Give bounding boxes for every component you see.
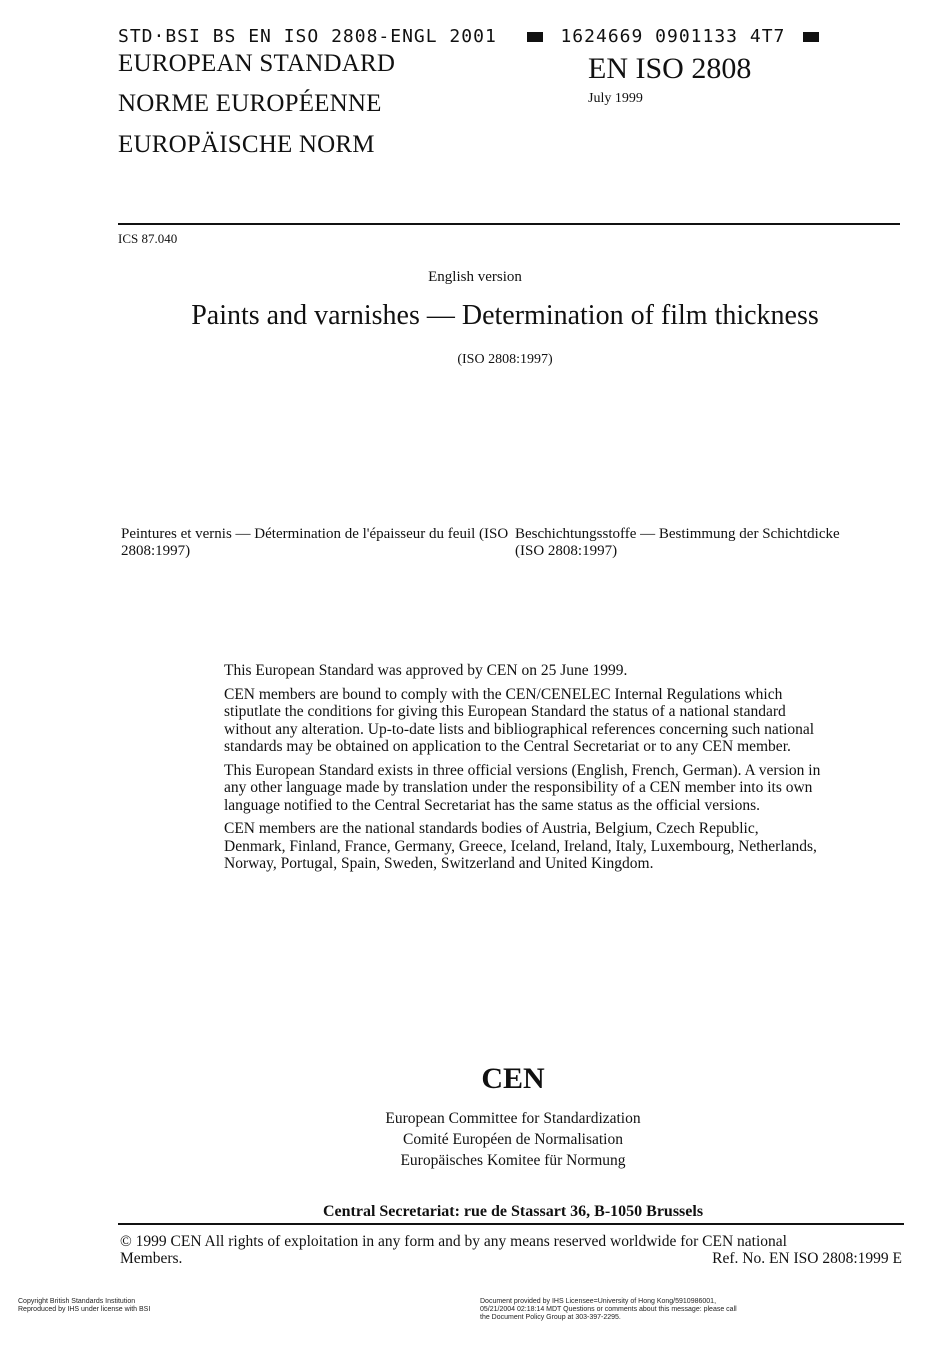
footer-line: Copyright British Standards Institution [18, 1298, 136, 1305]
approval-text [224, 662, 824, 879]
secretariat-address: Central Secretariat: rue de Stassart 36, B-1050 Brussels [322, 1203, 704, 1220]
footer-line: Reproduced by IHS under license with BSI [18, 1306, 151, 1313]
footer-left [18, 1298, 318, 1314]
scan-header-right: 1624669 0901133 4T7 [560, 26, 786, 47]
page-title: Paints and varnishes — Determination of film thickness [191, 300, 819, 331]
footer-line: the Document Policy Group at 303-397-2295. [480, 1314, 621, 1321]
barcode-mark-icon [803, 32, 819, 42]
cen-name-en: European Committee for Standardization [385, 1110, 641, 1127]
footer-right [480, 1298, 800, 1322]
scan-header-left: STD·BSI BS EN ISO 2808-ENGL 2001 [118, 26, 497, 47]
iso-reference: (ISO 2808:1997) [457, 352, 553, 367]
approval-paragraph: This European Standard exists in three official versions (English, French, German). A version in any other language made by translation under the responsibility of a CEN member into its own language notified to the Central Secretariat has the same status as the official versions. [224, 761, 821, 814]
document-date: July 1999 [588, 91, 643, 106]
copyright-notice-cont: Members. [120, 1250, 183, 1267]
standard-type-fr: NORME EUROPÉENNE [118, 90, 382, 117]
reference-number: Ref. No. EN ISO 2808:1999 E [712, 1250, 902, 1267]
title-french: Peintures et vernis — Détermination de l'épaisseur du feuil (ISO 2808:1997) [121, 526, 509, 559]
footer-line: Document provided by IHS Licensee=University of Hong Kong/5910986001, [480, 1298, 717, 1305]
approval-paragraph: This European Standard was approved by CEN on 25 June 1999. [224, 662, 628, 679]
footer-line: 05/21/2004 02:18:14 MDT Questions or comments about this message: please call [480, 1306, 737, 1313]
copyright-notice: © 1999 CEN All rights of exploitation in any form and by any means reserved worldwide for CEN national [120, 1233, 787, 1250]
barcode-mark-icon [527, 32, 543, 42]
cen-logo: CEN [481, 1062, 545, 1095]
approval-paragraph: CEN members are the national standards bodies of Austria, Belgium, Czech Republic, Denmark, Finland, France, Germany, Greece, Iceland, Ireland, Italy, Luxembourg, Netherlands, Norway, Portugal, Spain, Sweden, Switzerland and United Kingdom. [224, 820, 817, 872]
document-number: EN ISO 2808 [588, 52, 752, 85]
ics-code: ICS 87.040 [118, 231, 178, 246]
title-german: Beschichtungsstoffe — Bestimmung der Schichtdicke (ISO 2808:1997) [515, 526, 840, 559]
top-divider [118, 223, 900, 225]
scan-header [118, 26, 818, 47]
cen-name-de: Europäisches Komitee für Normung [400, 1152, 626, 1169]
bottom-divider [118, 1223, 904, 1225]
standard-type-de: EUROPÄISCHE NORM [118, 131, 375, 158]
version-label: English version [428, 269, 522, 285]
approval-paragraph: CEN members are bound to comply with the CEN/CENELEC Internal Regulations which stiputlate the conditions for giving this European Standard the status of a national standard without any alteration. Up-to-date lists and bibliographical references concerning such national standards may be obtained on application to the Central Secretariat or to any CEN member. [224, 685, 815, 755]
standard-type-en: EUROPEAN STANDARD [118, 50, 396, 77]
cen-name-fr: Comité Européen de Normalisation [403, 1131, 623, 1148]
